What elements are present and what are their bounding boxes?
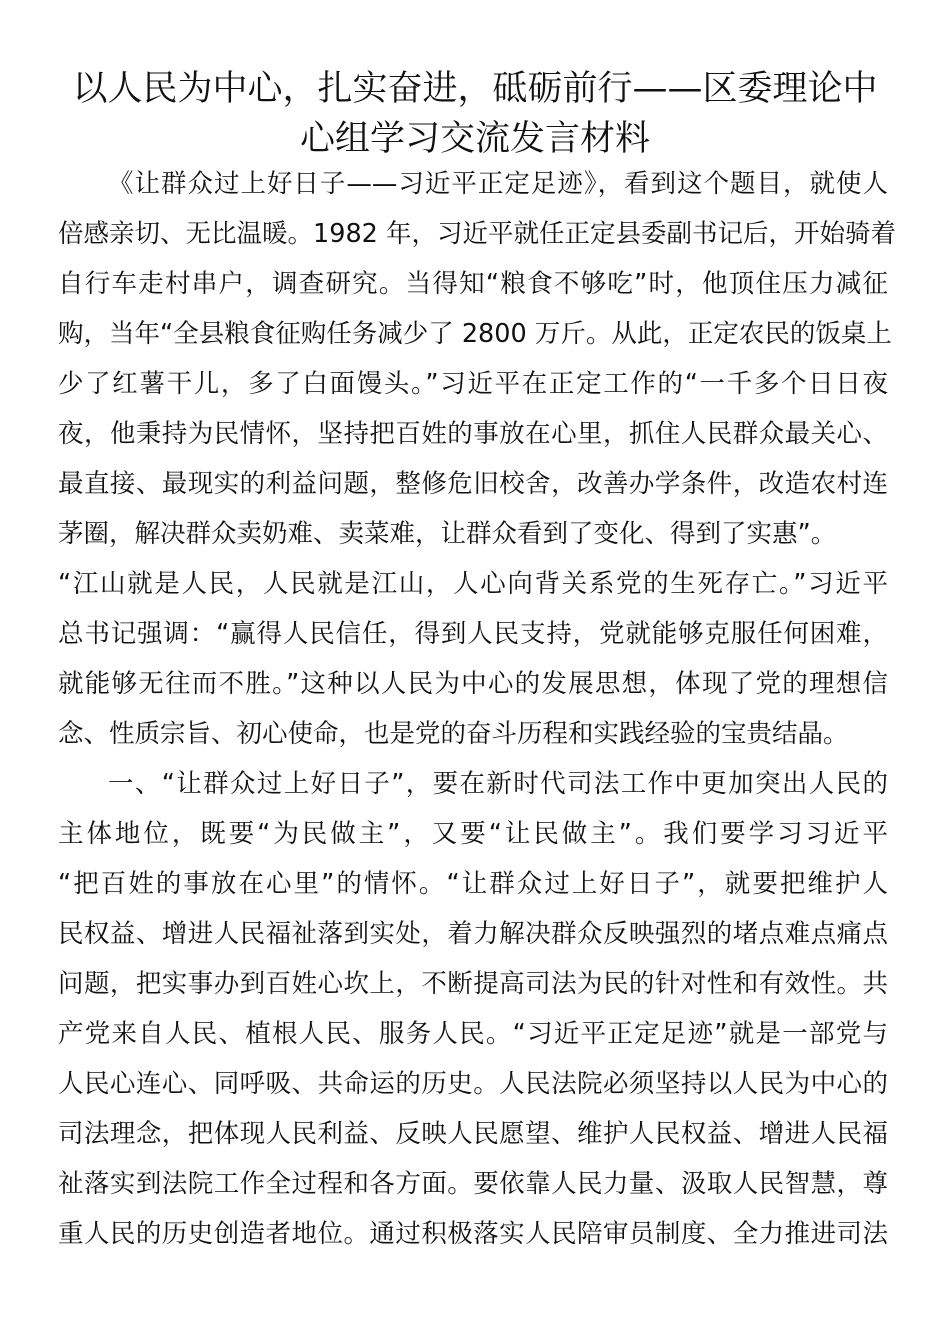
body-line: 自行车走村串户，调查研究。当得知“粮食不够吃”时，他顶住压力减征 bbox=[58, 269, 888, 299]
body-line: 倍感亲切、无比温暖。1982 年，习近平就任正定县委副书记后，开始骑着 bbox=[58, 219, 897, 249]
document-title-line-1: 以人民为中心，扎实奋进，砥砺前行——区委理论中 bbox=[72, 69, 878, 109]
document-title-line-2: 心组学习交流发言材料 bbox=[299, 119, 650, 159]
body-line: 司法理念，把体现人民利益、反映人民愿望、维护人民权益、增进人民福 bbox=[58, 1119, 888, 1149]
body-line: 祉落实到法院工作全过程和各方面。要依靠人民力量、汲取人民智慧，尊 bbox=[58, 1169, 888, 1199]
body-line: 主体地位，既要“为民做主”，又要“让民做主”。我们要学习习近平 bbox=[58, 819, 888, 849]
body-line: 重人民的历史创造者地位。通过积极落实人民陪审员制度、全力推进司法 bbox=[58, 1219, 888, 1249]
body-line: 念、性质宗旨、初心使命，也是党的奋斗历程和实践经验的宝贵结晶。 bbox=[58, 719, 849, 749]
body-line: 总书记强调：“赢得人民信任，得到人民支持，党就能够克服任何困难， bbox=[58, 619, 888, 649]
body-line: 民权益、增进人民福祉落到实处，着力解决群众反映强烈的堵点难点痛点 bbox=[58, 919, 888, 949]
body-line: 少了红薯干儿，多了白面馒头。”习近平在正定工作的“一千多个日日夜 bbox=[58, 369, 888, 399]
body-line: 最直接、最现实的利益问题，整修危旧校舍，改善办学条件，改造农村连 bbox=[58, 469, 888, 499]
body-line: 一、“让群众过上好日子”，要在新时代司法工作中更加突出人民的 bbox=[108, 769, 888, 799]
body-line: 夜，他秉持为民情怀，坚持把百姓的事放在心里，抓住人民群众最关心、 bbox=[58, 419, 888, 449]
body-line: 茅圈，解决群众卖奶难、卖菜难，让群众看到了变化、得到了实惠”。 bbox=[58, 519, 837, 549]
body-line: 人民心连心、同呼吸、共命运的历史。人民法院必须坚持以人民为中心的 bbox=[58, 1069, 888, 1099]
body-line: 《让群众过上好日子——习近平正定足迹》，看到这个题目，就使人 bbox=[108, 169, 888, 199]
body-line: 产党来自人民、植根人民、服务人民。“习近平正定足迹”就是一部党与 bbox=[58, 1019, 888, 1049]
body-line: “江山就是人民，人民就是江山，人心向背关系党的生死存亡。”习近平 bbox=[58, 569, 888, 599]
body-line: “把百姓的事放在心里”的情怀。“让群众过上好日子”，就要把维护人 bbox=[58, 869, 888, 899]
body-line: 购，当年“全县粮食征购任务减少了 2800 万斤。从此，正定农民的饭桌上 bbox=[58, 319, 892, 349]
body-line: 问题，把实事办到百姓心坎上，不断提高司法为民的针对性和有效性。共 bbox=[58, 969, 888, 999]
body-line: 就能够无往而不胜。”这种以人民为中心的发展思想，体现了党的理想信 bbox=[58, 669, 888, 699]
